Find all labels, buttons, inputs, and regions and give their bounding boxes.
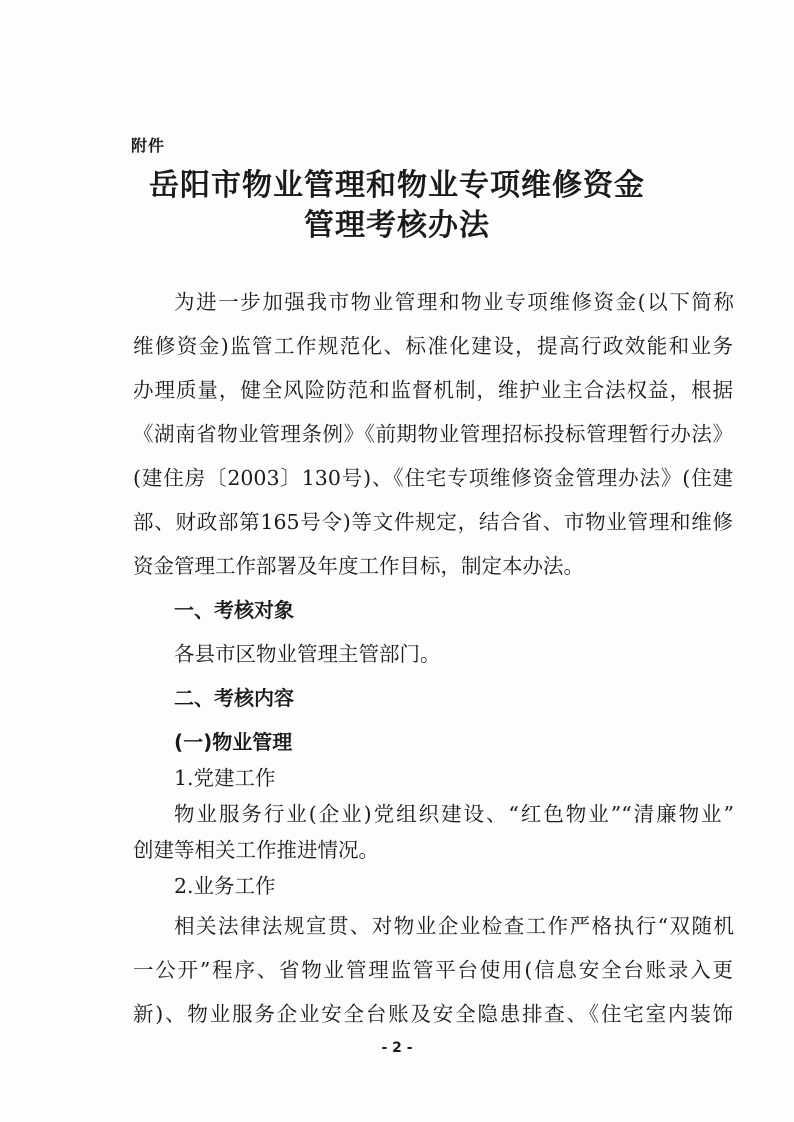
item2-line-1: 相关法律法规宣贯、对物业企业检查工作严格执行“双随机 bbox=[174, 914, 734, 938]
item2-line-3: 新)、物业服务企业安全台账及安全隐患排查、《住宅室内装饰 bbox=[133, 1002, 733, 1026]
item1-line-1: 物业服务行业(企业)党组织建设、“红色物业”“清廉物业” bbox=[174, 802, 734, 826]
intro-line-6: 部、财政部第165号令)等文件规定，结合省、市物业管理和维修 bbox=[133, 510, 733, 534]
item1-title: 1.党建工作 bbox=[174, 766, 276, 790]
intro-line-1: 为进一步加强我市物业管理和物业专项维修资金(以下简称 bbox=[174, 290, 734, 314]
item2-title: 2.业务工作 bbox=[174, 874, 276, 898]
document-title-line2: 管理考核办法 bbox=[304, 208, 490, 243]
attachment-label: 附件 bbox=[131, 136, 166, 155]
item2-line-2: 一公开”程序、省物业管理监管平台使用(信息安全台账录入更 bbox=[133, 958, 733, 982]
section2-subheading: (一)物业管理 bbox=[174, 730, 293, 754]
section2-heading: 二、考核内容 bbox=[174, 686, 294, 710]
section1-heading: 一、考核对象 bbox=[174, 598, 294, 622]
intro-line-2: 维修资金)监管工作规范化、标准化建设，提高行政效能和业务 bbox=[133, 334, 733, 358]
intro-line-7: 资金管理工作部署及年度工作目标，制定本办法。 bbox=[133, 554, 584, 578]
document-title-line1: 岳阳市物业管理和物业专项维修资金 bbox=[149, 168, 645, 203]
item1-line-2: 创建等相关工作推进情况。 bbox=[133, 838, 379, 862]
page-number: - 2 - bbox=[381, 1040, 413, 1056]
intro-line-3: 办理质量，健全风险防范和监督机制，维护业主合法权益，根据 bbox=[133, 378, 733, 402]
section1-text: 各县市区物业管理主管部门。 bbox=[174, 642, 441, 666]
intro-line-4: 《湖南省物业管理条例》《前期物业管理招标投标管理暂行办法》 bbox=[133, 422, 733, 446]
intro-line-5: (建住房〔2003〕130号)、《住宅专项维修资金管理办法》(住建 bbox=[133, 466, 733, 490]
